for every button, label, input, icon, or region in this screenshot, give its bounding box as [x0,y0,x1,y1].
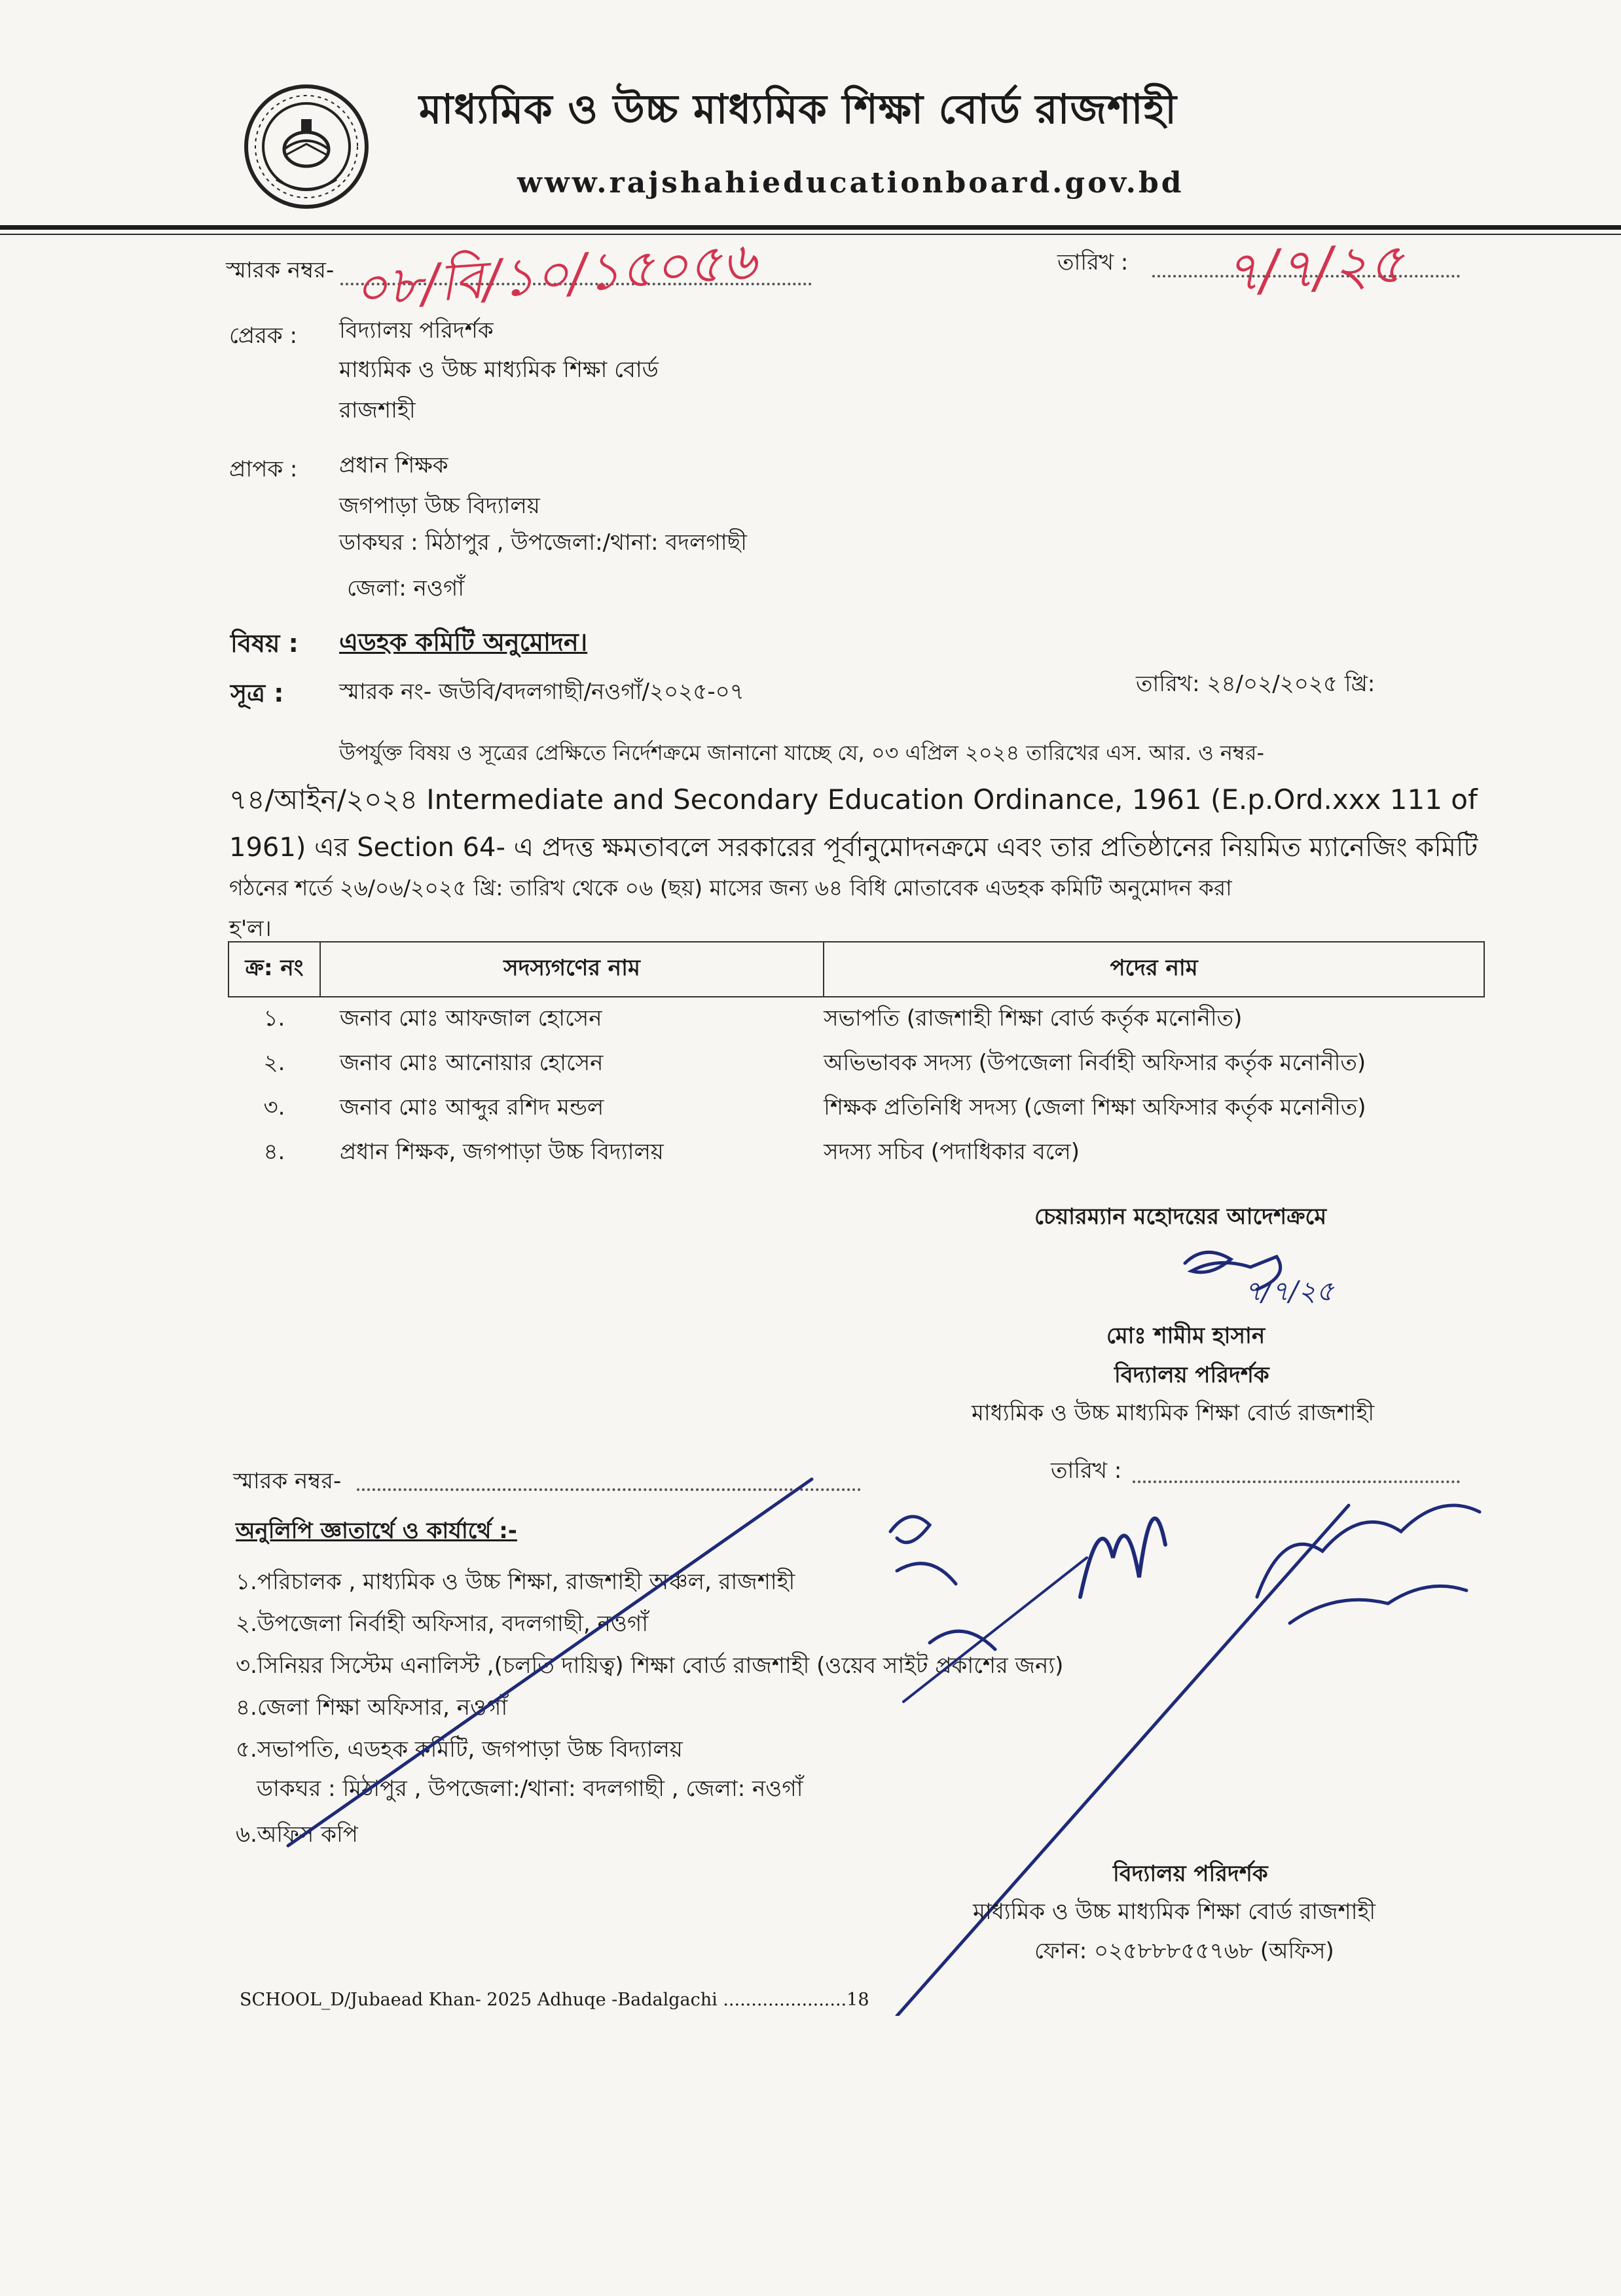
row-serial: ২. [263,1049,285,1076]
board-website: www.rajshahieducationboard.gov.bd [517,166,1184,200]
copies-heading: অনুলিপি জ্ঞাতার্থে ও কার্যার্থে :- [236,1518,517,1544]
row-post: সদস্য সচিব (পদাধিকার বলে) [824,1138,1080,1165]
signatory-designation: বিদ্যালয় পরিদর্শক [1114,1362,1269,1388]
row-name: প্রধান শিক্ষক, জগপাড়া উচ্চ বিদ্যালয় [339,1138,664,1165]
copy-item-6: ৬.অফিস কপি [236,1821,358,1848]
signature-date: ৭/৭/২৫ [1244,1275,1334,1307]
copy-item-3: ৩.সিনিয়র সিস্টেম এনালিস্ট ,(চলতি দায়িত্ব) শিক্ষা বোর্ড রাজশাহী (ওয়েব সাইট প্রকাশের জন্য) [236,1653,1064,1679]
handwritten-date: ৭/৭/২৫ [1222,230,1406,305]
row-name: জনাব মোঃ আব্দুর রশিদ মন্ডল [339,1094,604,1121]
table-row [228,1086,1484,1131]
reference-text: স্মারক নং- জউবি/বদলগাছী/নওগাঁ/২০২৫-০৭ [339,679,744,705]
recipient-label: প্রাপক : [229,456,298,482]
table-header-row [228,942,1484,997]
body-line-5: হ'ল। [229,916,272,942]
sender-line-3: রাজশাহী [339,397,416,423]
table-row [228,1131,1484,1175]
header-serial: ক্র: নং [228,942,320,997]
reference-date: তারিখ: ২৪/০২/২০২৫ খ্রি: [1136,671,1375,697]
recipient-line-2: জগপাড়া উচ্চ বিদ্যালয় [339,493,540,519]
subject-label: বিষয় : [230,629,299,658]
body-line-4: গঠনের শর্তে ২৬/০৬/২০২৫ খ্রি: তারিখ থেকে ০৬ (ছয়) মাসের জন্য ৬৪ বিধি মোতাবেক এডহক কমিটি অনুমোদন করা [229,875,1232,901]
recipient-line-1: প্রধান শিক্ষক [339,452,448,478]
signatory-name: মোঃ শামীম হাসান [1106,1323,1266,1349]
members-table [228,941,1485,1175]
header-post: পদের নাম [824,942,1484,997]
table-row [228,997,1484,1042]
row-serial: ৩. [263,1094,285,1121]
body-line-2: ৭৪/আইন/২০২৪ Intermediate and Secondary Education Ordinance, 1961 (E.p.Ord.xxx 111 of [229,783,1478,816]
board-title: মাধ্যমিক ও উচ্চ মাধ্যমিক শিক্ষা বোর্ড রাজশাহী [419,85,1177,133]
recipient-line-3: ডাকঘর : মিঠাপুর , উপজেলা:/থানা: বদলগাছী [339,529,747,556]
copy-item-2: ২.উপজেলা নির্বাহী অফিসার, বদলগাছী, নওগাঁ [236,1611,649,1637]
body-line-1: উপর্যুক্ত বিষয় ও সূত্রের প্রেক্ষিতে নির্দেশক্রমে জানানো যাচ্ছে যে, ০৩ এপ্রিল ২০২৪ তারিখের এস. আর. ও নম্বর- [339,740,1265,765]
row-serial: ৪. [263,1138,285,1165]
date-label: তারিখ : [1057,249,1129,276]
table-row [228,1042,1484,1086]
copy-item-5-address: ডাকঘর : মিঠাপুর , উপজেলা:/থানা: বদলগাছী , জেলা: নওগাঁ [257,1776,803,1802]
sender-line-1: বিদ্যালয় পরিদর্শক [339,317,494,344]
memo2-label: স্মারক নম্বর- [233,1468,342,1494]
office-phone: ফোন: ০২৫৮৮৮৫৫৭৬৮ (অফিস) [1034,1938,1334,1964]
body-line-3: 1961) এর Section 64- এ প্রদত্ত ক্ষমতাবলে সরকারের পূর্বানুমোদনক্রমে এবং তার প্রতিষ্ঠানের নিয়মিত ম্যানেজিং কমিটি [229,833,1478,863]
recipient-line-4: জেলা: নওগাঁ [347,575,465,601]
header-member-name: সদস্যগণের নাম [320,942,824,997]
row-name: জনাব মোঃ আনোয়ার হোসেন [339,1049,604,1076]
subject-text: এডহক কমিটি অনুমোদন। [339,628,588,656]
footer-file-code: SCHOOL_D/Jubaead Khan- 2025 Adhuqe -Badalgachi ......................18 [240,1990,869,2010]
row-post: শিক্ষক প্রতিনিধি সদস্য (জেলা শিক্ষা অফিসার কর্তৃক মনোনীত) [824,1094,1366,1121]
memo-label: স্মারক নম্বর- [226,257,335,283]
reference-label: সূত্র : [230,679,284,708]
row-name: জনাব মোঃ আফজাল হোসেন [339,1005,602,1031]
memo2-date-label: তারিখ : [1051,1458,1122,1484]
memo-handwritten-number: ০৮/বি/১০/১৫০৫৬ [352,230,759,319]
copy-item-5: ৫.সভাপতি, এডহক কমিটি, জগপাড়া উচ্চ বিদ্যালয় [236,1736,683,1763]
handwritten-strike-marks [236,1427,1545,2016]
row-post: অভিভাবক সদস্য (উপজেলা নির্বাহী অফিসার কর্তৃক মনোনীত) [824,1049,1366,1076]
copy-item-1: ১.পরিচালক , মাধ্যমিক ও উচ্চ শিক্ষা, রাজশাহী অঞ্চল, রাজশাহী [236,1569,795,1595]
signatory-office: মাধ্যমিক ও উচ্চ মাধ্যমিক শিক্ষা বোর্ড রাজশাহী [972,1400,1375,1426]
row-serial: ১. [263,1005,285,1031]
signatory2-office: মাধ্যমিক ও উচ্চ মাধ্যমিক শিক্ষা বোর্ড রাজশাহী [973,1899,1376,1925]
signatory2-designation: বিদ্যালয় পরিদর্শক [1113,1861,1268,1887]
row-post: সভাপতি (রাজশাহী শিক্ষা বোর্ড কর্তৃক মনোনীত) [824,1005,1243,1031]
sender-line-2: মাধ্যমিক ও উচ্চ মাধ্যমিক শিক্ষা বোর্ড [339,357,659,383]
board-seal-logo [241,81,372,212]
order-line: চেয়ারম্যান মহোদয়ের আদেশক্রমে [1034,1204,1327,1230]
copy-item-4: ৪.জেলা শিক্ষা অফিসার, নওগাঁ [236,1695,508,1721]
sender-label: প্রেরক : [229,323,297,349]
